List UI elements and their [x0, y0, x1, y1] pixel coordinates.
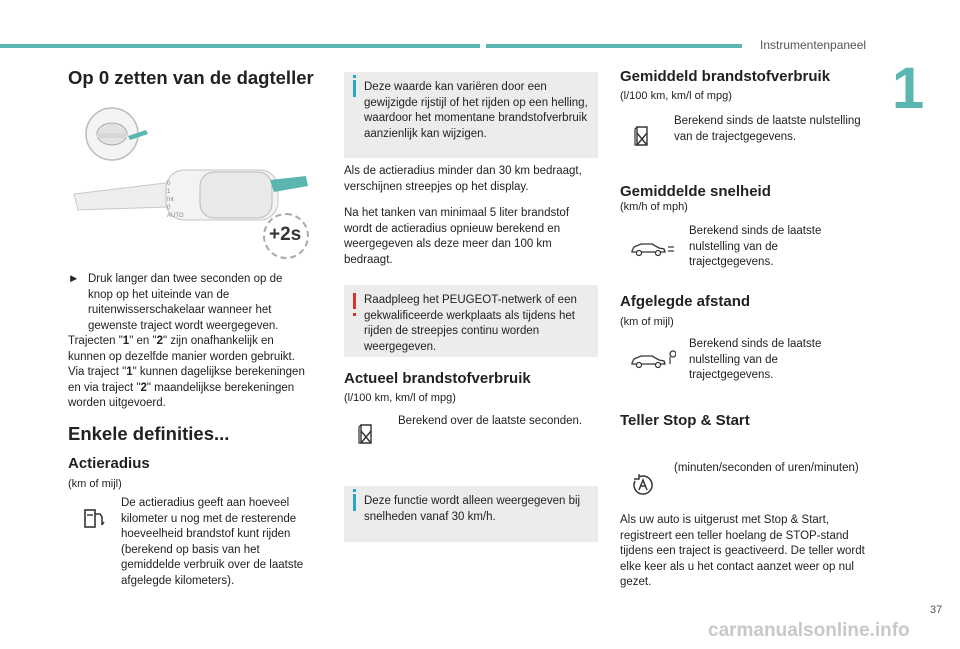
trips-paragraph: [68, 334, 328, 412]
lever-label-int: Int: [167, 197, 174, 203]
warning-box-dashes: [344, 285, 598, 357]
hold-2s-text: +2s: [269, 224, 302, 245]
distance-description: Berekend sinds de laatste nulstelling van de trajectgegevens.: [689, 338, 822, 381]
lever-label-1: 1: [167, 189, 171, 195]
para-text: " maandelijkse berekeningen: [146, 381, 295, 394]
header-accent-bar-right: [486, 44, 742, 48]
chapter-number: 1: [892, 56, 925, 121]
section-heading-reset: Op 0 zetten van de dagteller: [68, 67, 314, 88]
page-number: 37: [930, 604, 943, 616]
average-speed-unit: (km/h of mph): [620, 201, 688, 213]
trip-2: 2: [156, 335, 163, 347]
para-text: " kunnen dagelijkse berekeningen: [132, 366, 305, 378]
lever-label-0b: 0: [167, 205, 171, 211]
para-text: Via traject ": [68, 366, 127, 378]
fuel-pump-crossed-icon: [633, 125, 653, 152]
trip-1: 1: [122, 335, 130, 347]
stop-start-unit: (minuten/seconden of uren/minuten): [674, 462, 859, 474]
heading-current-consumption: Actueel brandstofverbruik: [344, 370, 531, 387]
fuel-pump-range-icon: [82, 505, 108, 536]
reset-instruction: [68, 272, 308, 334]
reset-instruction-text: Druk langer dan twee seconden op de knop op het uiteinde van de ruitenwisserschakelaar wanneer het gewenste traject wordt weergegeven.: [88, 273, 283, 332]
heading-average-consumption: Gemiddeld brandstofverbruik: [620, 68, 831, 85]
info-icon: [353, 494, 356, 511]
average-consumption-unit: (l/100 km, km/l of mpg): [620, 90, 732, 102]
para-text: Trajecten ": [68, 335, 123, 347]
heading-distance: Afgelegde afstand: [620, 293, 751, 310]
heading-average-speed: Gemiddelde snelheid: [620, 183, 771, 200]
header-accent-bar: [0, 44, 480, 48]
para-text: en via traject ": [68, 381, 141, 394]
heading-range: Actieradius: [68, 455, 150, 472]
warning-icon: [353, 293, 356, 309]
lever-label-auto: AUTO: [167, 213, 184, 219]
info-box-speed: [344, 486, 598, 542]
para-text: " zijn onafhankelijk en: [162, 335, 274, 347]
distance-unit: (km of mijl): [620, 316, 674, 328]
warning-box-text: Raadpleeg het PEUGEOT-netwerk of een gekwalificeerde werkplaats als tijdens het rijden de streepjes continu worden weergegeven.: [364, 294, 577, 353]
trip-2: 2: [140, 381, 147, 394]
current-consumption-description: Berekend over de laatste seconden.: [398, 415, 583, 427]
heading-stop-start: Teller Stop & Start: [620, 412, 750, 429]
stop-start-icon: [631, 473, 655, 502]
section-heading-definitions: Enkele definities...: [68, 423, 230, 444]
info-box-text: Deze waarde kan variëren door een gewijzigde rijstijl of het rijden op een helling, waardoor het momentane brandstofverbruik aanzienlijk kan wijzigen.: [364, 81, 588, 140]
arrow-bullet-icon: ►: [68, 273, 80, 285]
hold-2s-badge: [263, 213, 309, 259]
info-box-variation: [344, 72, 598, 158]
trip-1: 1: [126, 366, 133, 378]
range-unit: (km of mijl): [68, 478, 122, 490]
range-dashes-paragraph: Als de actieradius minder dan 30 km bedraagt, verschijnen streepjes op het display.: [344, 165, 582, 193]
watermark: carmanualsonline.info: [708, 620, 910, 641]
para-text: kunnen op dezelfde manier worden gebruikt.: [68, 350, 295, 363]
section-title: Instrumentenpaneel: [760, 38, 867, 52]
average-consumption-description: Berekend sinds de laatste nulstelling van de trajectgegevens.: [674, 115, 861, 143]
lever-label-0: 0: [167, 181, 171, 187]
info-box-text: Deze functie wordt alleen weergegeven bij snelheden vanaf 30 km/h.: [364, 495, 581, 523]
info-icon: [353, 80, 356, 97]
refuel-paragraph: Na het tanken van minimaal 5 liter brandstof wordt de actieradius opnieuw berekend en weergegeven als deze meer dan 100 km bedraagt.: [344, 207, 570, 266]
average-speed-description: Berekend sinds de laatste nulstelling van de trajectgegevens.: [689, 225, 822, 268]
car-distance-icon: [630, 350, 676, 377]
current-consumption-unit: (l/100 km, km/l of mpg): [344, 392, 456, 404]
stop-start-paragraph: Als uw auto is uitgerust met Stop & Start, registreert een teller hoelang de STOP-stand tijdens een traject is geactiveerd. De teller wordt elke keer als u het contact aanzet weer op nul gezet.: [620, 514, 865, 588]
para-text: " en ": [129, 335, 157, 347]
fuel-pump-crossed-icon: [357, 423, 377, 450]
para-text: worden uitgevoerd.: [68, 397, 166, 409]
car-speed-icon: [630, 238, 676, 263]
range-description: De actieradius geeft aan hoeveel kilometer u nog met de resterende hoeveelheid brandstof kunt rijden (berekend op basis van het gemiddelde verbruik over de laatste afgelegde kilometers).: [121, 497, 304, 587]
